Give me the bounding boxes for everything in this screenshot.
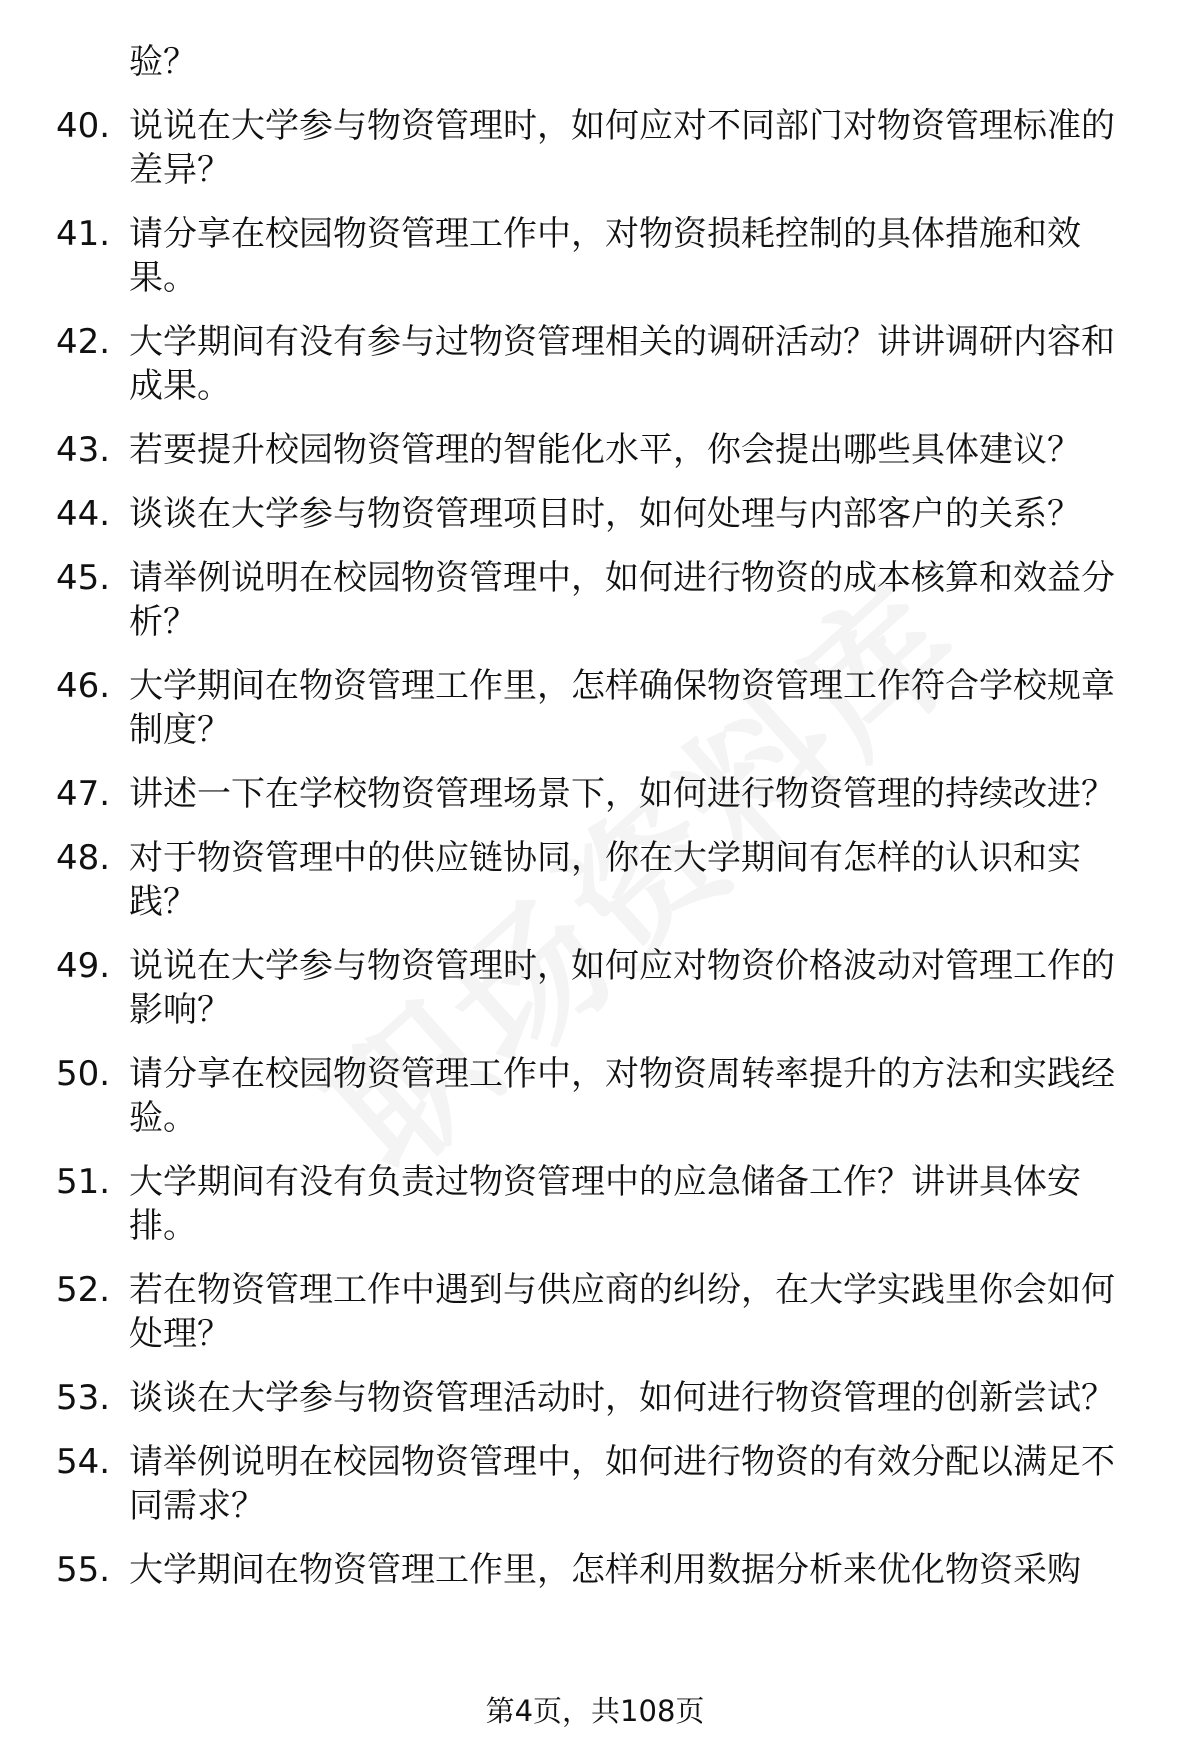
item-text: 说说在大学参与物资管理时，如何应对物资价格波动对管理工作的影响？	[129, 946, 1115, 1030]
item-number: 41.	[56, 214, 111, 254]
item-text: 请举例说明在校园物资管理中，如何进行物资的成本核算和效益分析？	[129, 558, 1115, 642]
item-text: 谈谈在大学参与物资管理活动时，如何进行物资管理的创新尝试？	[129, 1378, 1115, 1418]
list-item	[0, 1268, 1190, 1356]
continued-text: 验？	[129, 42, 197, 82]
list-item	[0, 1548, 1190, 1592]
item-text: 若在物资管理工作中遇到与供应商的纠纷，在大学实践里你会如何处理？	[129, 1270, 1115, 1354]
item-number: 50.	[56, 1054, 111, 1094]
item-text: 请举例说明在校园物资管理中，如何进行物资的有效分配以满足不同需求？	[129, 1442, 1115, 1526]
item-number: 55.	[56, 1550, 111, 1590]
list-item	[0, 1052, 1190, 1140]
items-container	[0, 104, 1190, 1592]
list-item	[0, 836, 1190, 924]
item-number: 51.	[56, 1162, 111, 1202]
item-number: 44.	[56, 494, 111, 534]
item-text: 大学期间有没有参与过物资管理相关的调研活动？讲讲调研内容和成果。	[129, 322, 1115, 406]
item-number: 45.	[56, 558, 111, 598]
list-item	[0, 664, 1190, 752]
item-number: 47.	[56, 774, 111, 814]
item-text: 请分享在校园物资管理工作中，对物资损耗控制的具体措施和效果。	[129, 214, 1081, 298]
question-list	[0, 40, 1190, 1612]
item-number: 53.	[56, 1378, 111, 1418]
item-text: 若要提升校园物资管理的智能化水平，你会提出哪些具体建议？	[129, 430, 1081, 470]
item-text: 大学期间有没有负责过物资管理中的应急储备工作？讲讲具体安排。	[129, 1162, 1081, 1246]
item-number: 46.	[56, 666, 111, 706]
item-text: 对于物资管理中的供应链协同，你在大学期间有怎样的认识和实践？	[129, 838, 1081, 922]
list-item	[0, 772, 1190, 816]
list-item	[0, 556, 1190, 644]
item-number: 43.	[56, 430, 111, 470]
item-text: 谈谈在大学参与物资管理项目时，如何处理与内部客户的关系？	[129, 494, 1081, 534]
item-text: 大学期间在物资管理工作里，怎样利用数据分析来优化物资采购	[129, 1550, 1081, 1590]
list-item	[0, 320, 1190, 408]
list-item	[0, 1160, 1190, 1248]
item-text: 请分享在校园物资管理工作中，对物资周转率提升的方法和实践经验。	[129, 1054, 1115, 1138]
item-number: 54.	[56, 1442, 111, 1482]
item-text: 大学期间在物资管理工作里，怎样确保物资管理工作符合学校规章制度？	[129, 666, 1115, 750]
list-item	[0, 944, 1190, 1032]
list-item	[0, 104, 1190, 192]
list-item	[0, 1376, 1190, 1420]
list-item	[0, 1440, 1190, 1528]
item-number: 42.	[56, 322, 111, 362]
page-footer: 第4页，共108页	[485, 1694, 705, 1728]
item-number: 49.	[56, 946, 111, 986]
item-text: 说说在大学参与物资管理时，如何应对不同部门对物资管理标准的差异？	[129, 106, 1115, 190]
item-number: 40.	[56, 106, 111, 146]
list-item	[0, 212, 1190, 300]
item-text: 讲述一下在学校物资管理场景下，如何进行物资管理的持续改进？	[129, 774, 1115, 814]
list-item	[0, 428, 1190, 472]
list-item	[0, 492, 1190, 536]
item-number: 48.	[56, 838, 111, 878]
item-number: 52.	[56, 1270, 111, 1310]
